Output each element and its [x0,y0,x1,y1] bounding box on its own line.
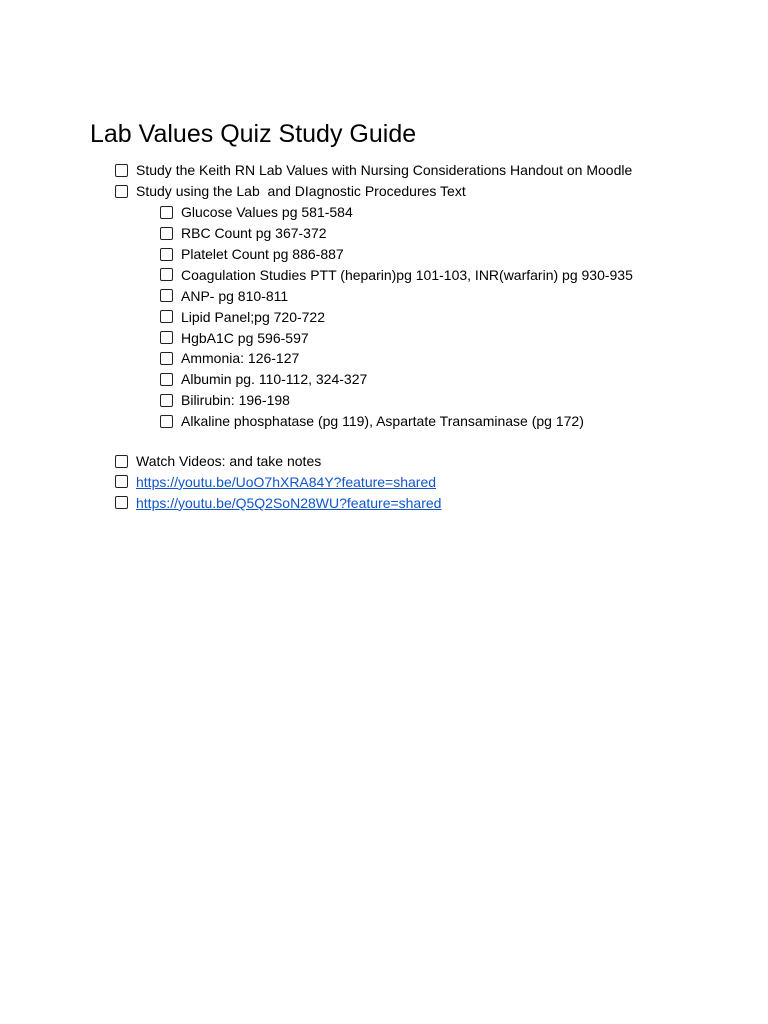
sub-item-label: Alkaline phosphatase (pg 119), Aspartate Transaminase (pg 172) [181,413,584,430]
sub-item-bilirubin [0,390,768,411]
sub-item-label: Lipid Panel;pg 720-722 [181,308,326,325]
study-checklist [0,160,768,513]
checkbox[interactable] [115,164,128,177]
sub-item-label: RBC Count pg 367-372 [181,225,327,242]
sub-item-rbc [0,223,768,244]
video-link[interactable]: https://youtu.be/UoO7hXRA84Y?feature=shared [136,473,437,490]
sub-item-label: Bilirubin: 196-198 [181,392,290,409]
checkbox[interactable] [160,289,173,302]
sub-item-label: Ammonia: 126-127 [181,350,300,367]
sub-item-glucose [0,202,768,223]
sub-item-ammonia [0,348,768,369]
checkbox[interactable] [160,373,173,386]
checkbox[interactable] [160,352,173,365]
sub-item-label: Coagulation Studies PTT (heparin)pg 101-103, INR(warfarin) pg 930-935 [181,266,633,283]
document-title: Lab Values Quiz Study Guide [90,120,417,148]
sub-item-coagulation [0,264,768,285]
sub-item-label: Glucose Values pg 581-584 [181,204,353,221]
sub-item-anp [0,285,768,306]
video-link[interactable]: https://youtu.be/Q5Q2SoN28WU?feature=shared [136,494,442,511]
checkbox[interactable] [160,268,173,281]
checkbox[interactable] [160,394,173,407]
checkbox[interactable] [160,206,173,219]
checkbox[interactable] [160,331,173,344]
sub-item-albumin [0,369,768,390]
checkbox[interactable] [115,185,128,198]
checklist-item-keith-handout [0,160,768,181]
checkbox[interactable] [160,310,173,323]
checkbox[interactable] [115,455,128,468]
sub-item-lipid [0,306,768,327]
checklist-item-video-link-2 [0,492,768,513]
sub-item-label: Albumin pg. 110-112, 324-327 [181,371,368,388]
checklist-item-lab-text [0,181,768,202]
sub-item-label: ANP- pg 810-811 [181,287,289,304]
checkbox[interactable] [160,415,173,428]
sub-item-alkaline-phosphatase [0,411,768,432]
checklist-item-watch-videos [0,451,768,472]
checkbox[interactable] [160,227,173,240]
checkbox[interactable] [115,496,128,509]
sub-item-label: HgbA1C pg 596-597 [181,329,309,346]
checklist-item-label: Study the Keith RN Lab Values with Nursing Considerations Handout on Moodle [136,162,633,179]
checkbox[interactable] [115,475,128,488]
checklist-item-label: Study using the Lab and DIagnostic Procedures Text [136,183,466,200]
sub-item-label: Platelet Count pg 886-887 [181,246,344,262]
sub-item-hgba1c [0,327,768,348]
checkbox[interactable] [160,248,173,261]
checklist-item-video-link-1 [0,471,768,492]
sub-item-platelet [0,244,768,265]
checklist-item-label: Watch Videos: and take notes [136,453,322,470]
